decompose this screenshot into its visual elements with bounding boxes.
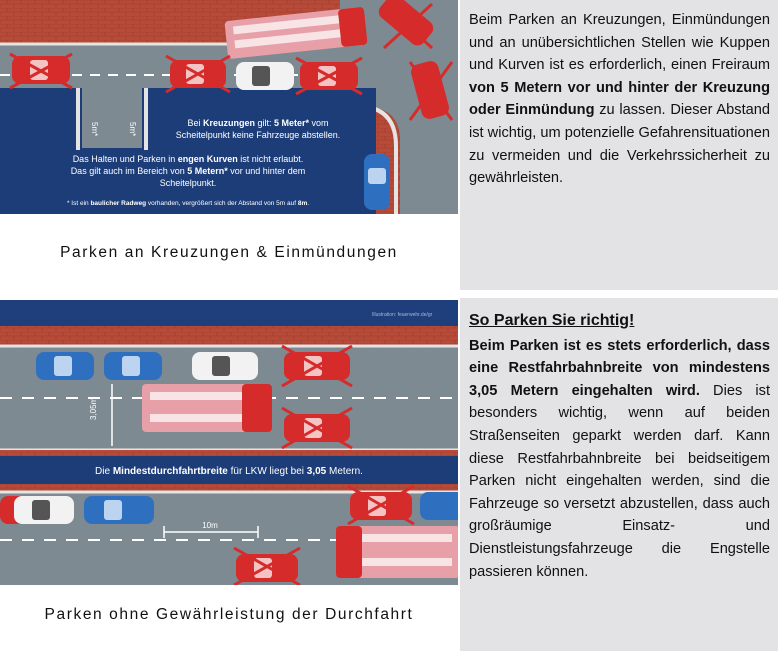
intersection-illustration <box>0 0 458 214</box>
parked-car-icon <box>420 492 458 520</box>
paragraph: So Parken Sie richtig! Beim Parken ist es stets erforderlich, dass eine Restfahrbahnbreite von mindestens 3,05 Metern eingehalten wird. Dies ist besonders wichtig, wenn auf beiden Straßenseiten geparkt werden darf. Kann diese Restfahrbahnbreite bei beidseitigem Parken nicht eingehalten werden, sind die Fahrzeuge so versetzt abzustellen, dass auch großräumige Einsatz- und Dienstleistungsfahrzeuge die Engstelle passieren können. <box>469 312 771 580</box>
svg-text:Das gilt auch im Bereich von 5: Das gilt auch im Bereich von 5 Metern* vor und hinter dem <box>70 166 306 176</box>
banner-text: Scheitelpunkt keine Fahrzeuge abstellen. <box>175 130 341 140</box>
fire-truck-icon <box>336 526 458 578</box>
section-heading: So Parken Sie richtig! <box>469 312 635 329</box>
distance-label: 10m <box>202 521 218 530</box>
banner-text: Scheitelpunkt. <box>159 178 217 188</box>
crossed-car-icon <box>282 346 352 386</box>
distance-label: 5m* <box>90 122 99 137</box>
parked-car-icon <box>14 496 74 524</box>
road-width-illustration <box>0 300 458 585</box>
fire-truck-icon <box>142 384 272 432</box>
parked-car-icon <box>104 352 162 380</box>
parked-car-icon <box>192 352 258 380</box>
parked-car-icon <box>236 62 294 90</box>
crossed-car-icon <box>282 408 352 448</box>
width-label: 3,05m <box>89 397 98 420</box>
svg-text:Bei Kreuzungen gilt: 5 Meter*: Bei Kreuzungen gilt: 5 Meter* vom <box>187 118 329 128</box>
svg-text:* Ist ein baulicher Radweg vor: * Ist ein baulicher Radweg vorhanden, vergrößert sich der Abstand von 5m auf 8m. <box>66 200 310 207</box>
watermark: Illustration: feuerwehr.de/gr <box>372 312 433 318</box>
svg-text:Die Mindestdurchfahrtbreite fü: Die Mindestdurchfahrtbreite für LKW liegt bei 3,05 Metern. <box>95 466 363 477</box>
paragraph: Beim Parken an Kreuzungen, Einmündungen und an unübersichtlichen Stellen wie Kuppen und Kurven ist es erforderlich, einen Freiraum von 5 Metern vor und hinter der Kreuzung oder Einmündung zu lassen. Dieser Abstand ist wichtig, um potenzielle Gefahrensituationen zu vermeiden und die Verkehrssicherheit zu gewährleisten. <box>469 12 770 187</box>
crossed-car-icon <box>296 58 362 94</box>
crossed-car-icon <box>166 56 230 92</box>
parked-car-icon <box>84 496 154 524</box>
svg-text:Das Halten und Parken in engen: Das Halten und Parken in engen Kurven ist nicht erlaubt. <box>72 154 304 164</box>
distance-label: 5m* <box>128 122 137 137</box>
parked-car-icon <box>36 352 94 380</box>
figure-caption: Parken ohne Gewährleistung der Durchfahrt <box>44 606 414 623</box>
crossed-car-icon <box>10 54 72 88</box>
figure-caption: Parken an Kreuzungen & Einmündungen <box>60 244 398 261</box>
parked-car-icon <box>364 154 390 210</box>
